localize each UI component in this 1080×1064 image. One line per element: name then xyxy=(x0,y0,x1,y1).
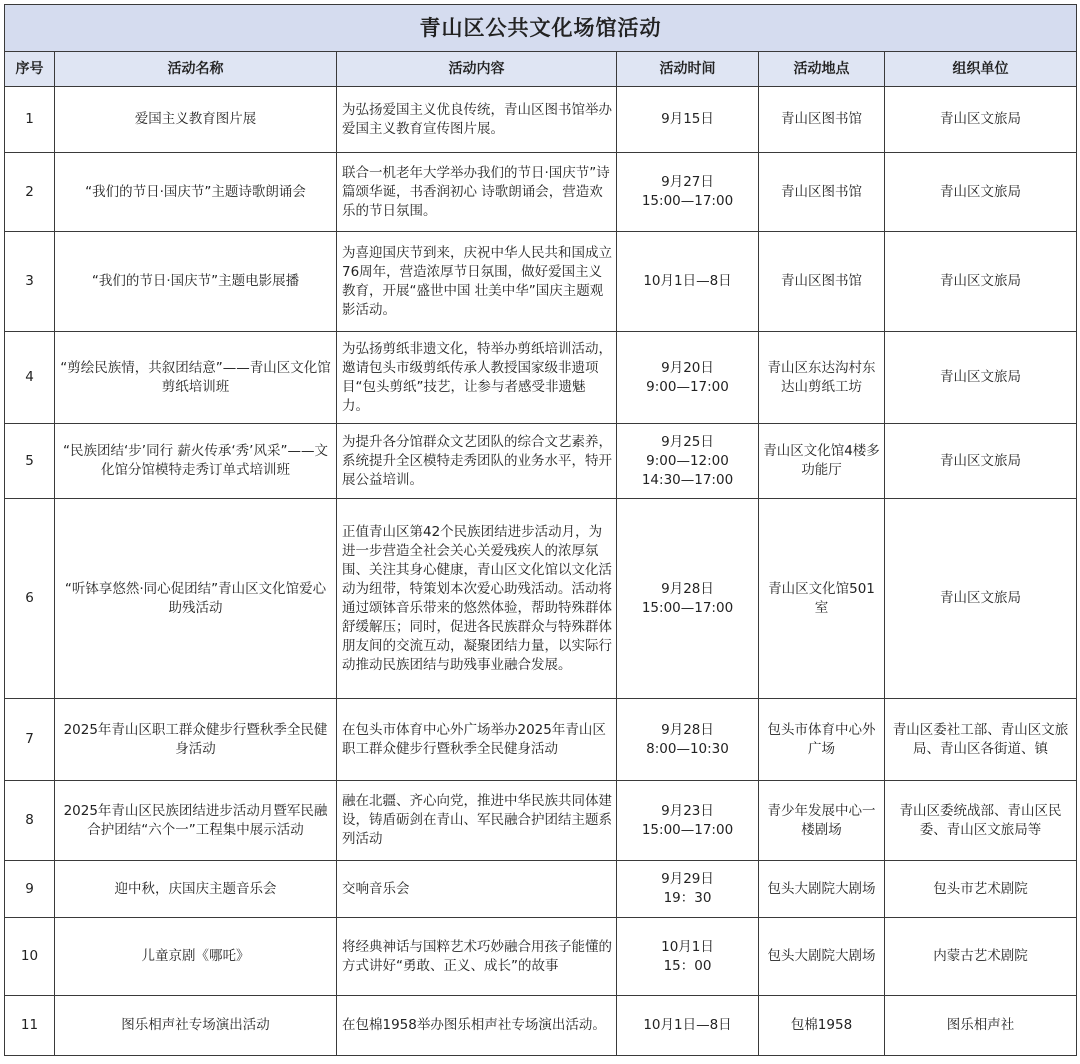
cell-no: 11 xyxy=(5,996,55,1056)
cell-content: 为弘扬剪纸非遗文化，特举办剪纸培训活动，邀请包头市级剪纸传承人教授国家级非遗项目“包头剪纸”技艺，让参与者感受非遗魅力。 xyxy=(337,332,617,424)
table-row xyxy=(5,232,1077,332)
cell-time xyxy=(617,781,759,861)
cell-place: 包棉1958 xyxy=(759,996,885,1056)
cell-time xyxy=(617,332,759,424)
cell-org: 青山区文旅局 xyxy=(885,87,1077,153)
cell-content: 在包棉1958举办图乐相声社专场演出活动。 xyxy=(337,996,617,1056)
cell-name: “我们的节日·国庆节”主题电影展播 xyxy=(55,232,337,332)
table-row xyxy=(5,918,1077,996)
cell-name: 迎中秋，庆国庆主题音乐会 xyxy=(55,861,337,918)
time-line: 9月15日 xyxy=(661,111,714,127)
cell-no: 1 xyxy=(5,87,55,153)
cell-name: 2025年青山区民族团结进步活动月暨军民融合护团结“六个一”工程集中展示活动 xyxy=(55,781,337,861)
cell-time xyxy=(617,918,759,996)
cell-time xyxy=(617,87,759,153)
cell-time xyxy=(617,232,759,332)
time-line: 15:00—17:00 xyxy=(641,599,734,616)
table-row xyxy=(5,499,1077,699)
time-line: 15:00—17:00 xyxy=(641,193,734,209)
cell-org: 青山区文旅局 xyxy=(885,153,1077,232)
cell-no: 7 xyxy=(5,699,55,781)
cell-content: 在包头市体育中心外广场举办2025年青山区职工群众健步行暨秋季全民健身活动 xyxy=(337,699,617,781)
time-line: 10月1日—8日 xyxy=(643,1017,732,1033)
cell-name: 爱国主义教育图片展 xyxy=(55,87,337,153)
activity-table xyxy=(4,4,1077,1056)
cell-name: “民族团结‘步’同行 薪火传承‘秀’风采”——文化馆分馆模特走秀订单式培训班 xyxy=(55,424,337,499)
time-line: 9月29日 xyxy=(661,871,714,887)
cell-content: 交响音乐会 xyxy=(337,861,617,918)
time-line: 9月20日 xyxy=(661,359,714,376)
time-line: 9月23日 xyxy=(661,802,714,819)
cell-org: 青山区委社工部、青山区文旅局、青山区各街道、镇 xyxy=(885,699,1077,781)
cell-time xyxy=(617,499,759,699)
time-line: 9月28日 xyxy=(661,580,714,597)
time-line: 10月1日 xyxy=(661,938,714,955)
table-row xyxy=(5,861,1077,918)
time-line: 9月25日 xyxy=(661,433,714,450)
cell-time xyxy=(617,153,759,232)
cell-no: 3 xyxy=(5,232,55,332)
cell-time xyxy=(617,861,759,918)
col-header-name: 活动名称 xyxy=(55,52,337,87)
cell-time xyxy=(617,996,759,1056)
cell-no: 5 xyxy=(5,424,55,499)
col-header-org: 组织单位 xyxy=(885,52,1077,87)
table-row xyxy=(5,87,1077,153)
cell-place: 包头大剧院大剧场 xyxy=(759,861,885,918)
cell-no: 9 xyxy=(5,861,55,918)
time-line: 14:30—17:00 xyxy=(641,471,734,488)
time-line: 9月28日 xyxy=(661,721,714,738)
time-line: 8:00—10:30 xyxy=(646,740,729,757)
cell-place: 青山区文化馆4楼多功能厅 xyxy=(759,424,885,499)
activity-sheet xyxy=(4,4,1076,1056)
cell-place: 包头大剧院大剧场 xyxy=(759,918,885,996)
cell-content: 融在北疆、齐心向党，推进中华民族共同体建设，铸盾砺剑在青山、军民融合护团结主题系列活动 xyxy=(337,781,617,861)
cell-place: 青山区东达沟村东达山剪纸工坊 xyxy=(759,332,885,424)
col-header-no: 序号 xyxy=(5,52,55,87)
cell-org: 青山区委统战部、青山区民委、青山区文旅局等 xyxy=(885,781,1077,861)
title-row xyxy=(5,5,1077,52)
cell-place: 青山区文化馆501室 xyxy=(759,499,885,699)
cell-place: 青山区图书馆 xyxy=(759,232,885,332)
time-line: 19：30 xyxy=(663,890,712,906)
cell-org: 青山区文旅局 xyxy=(885,232,1077,332)
table-row xyxy=(5,153,1077,232)
cell-content: 为喜迎国庆节到来，庆祝中华人民共和国成立76周年，营造浓厚节日氛围，做好爱国主义教育，开展“盛世中国 壮美中华”国庆主题观影活动。 xyxy=(337,232,617,332)
cell-content: 为提升各分馆群众文艺团队的综合文艺素养，系统提升全区模特走秀团队的业务水平，特开展公益培训。 xyxy=(337,424,617,499)
cell-place: 青山区图书馆 xyxy=(759,87,885,153)
cell-time xyxy=(617,424,759,499)
cell-no: 10 xyxy=(5,918,55,996)
table-body xyxy=(5,5,1077,1056)
cell-name: “听钵享悠然·同心促团结”青山区文化馆爱心助残活动 xyxy=(55,499,337,699)
cell-time xyxy=(617,699,759,781)
time-line: 9:00—17:00 xyxy=(646,378,729,395)
time-line: 10月1日—8日 xyxy=(643,273,732,289)
cell-org: 内蒙古艺术剧院 xyxy=(885,918,1077,996)
cell-name: “我们的节日·国庆节”主题诗歌朗诵会 xyxy=(55,153,337,232)
header-row xyxy=(5,52,1077,87)
cell-org: 图乐相声社 xyxy=(885,996,1077,1056)
col-header-time: 活动时间 xyxy=(617,52,759,87)
cell-name: 图乐相声社专场演出活动 xyxy=(55,996,337,1056)
cell-no: 6 xyxy=(5,499,55,699)
cell-org: 青山区文旅局 xyxy=(885,424,1077,499)
cell-org: 青山区文旅局 xyxy=(885,332,1077,424)
cell-no: 8 xyxy=(5,781,55,861)
time-line: 15:00—17:00 xyxy=(641,821,734,838)
table-row xyxy=(5,332,1077,424)
cell-no: 2 xyxy=(5,153,55,232)
cell-name: 儿童京剧《哪吒》 xyxy=(55,918,337,996)
cell-org: 包头市艺术剧院 xyxy=(885,861,1077,918)
cell-content: 为弘扬爱国主义优良传统，青山区图书馆举办爱国主义教育宣传图片展。 xyxy=(337,87,617,153)
table-row xyxy=(5,424,1077,499)
table-row xyxy=(5,996,1077,1056)
time-line: 15：00 xyxy=(663,957,712,974)
col-header-content: 活动内容 xyxy=(337,52,617,87)
cell-content: 联合一机老年大学举办我们的节日·国庆节”诗篇颂华诞，书香润初心 诗歌朗诵会，营造欢乐的节日氛围。 xyxy=(337,153,617,232)
table-row xyxy=(5,699,1077,781)
time-line: 9:00—12:00 xyxy=(646,452,729,469)
cell-name: “剪绘民族情，共叙团结意”——青山区文化馆剪纸培训班 xyxy=(55,332,337,424)
col-header-place: 活动地点 xyxy=(759,52,885,87)
cell-content: 正值青山区第42个民族团结进步活动月，为进一步营造全社会关心关爱残疾人的浓厚氛围、关注其身心健康，青山区文化馆以文化活动为纽带，特策划本次爱心助残活动。活动将通过颂钵音乐带来的悠然体验，帮助特殊群体舒缓解压；同时，促进各民族群众与特殊群体朋友间的交流互动，凝聚团结力量，以实际行动推动民族团结与助残事业融合发展。 xyxy=(337,499,617,699)
table-title: 青山区公共文化场馆活动 xyxy=(5,5,1077,52)
cell-place: 青少年发展中心一楼剧场 xyxy=(759,781,885,861)
cell-content: 将经典神话与国粹艺术巧妙融合用孩子能懂的方式讲好“勇敢、正义、成长”的故事 xyxy=(337,918,617,996)
table-row xyxy=(5,781,1077,861)
time-line: 9月27日 xyxy=(661,174,714,190)
cell-no: 4 xyxy=(5,332,55,424)
cell-org: 青山区文旅局 xyxy=(885,499,1077,699)
cell-name: 2025年青山区职工群众健步行暨秋季全民健身活动 xyxy=(55,699,337,781)
cell-place: 青山区图书馆 xyxy=(759,153,885,232)
cell-place: 包头市体育中心外广场 xyxy=(759,699,885,781)
